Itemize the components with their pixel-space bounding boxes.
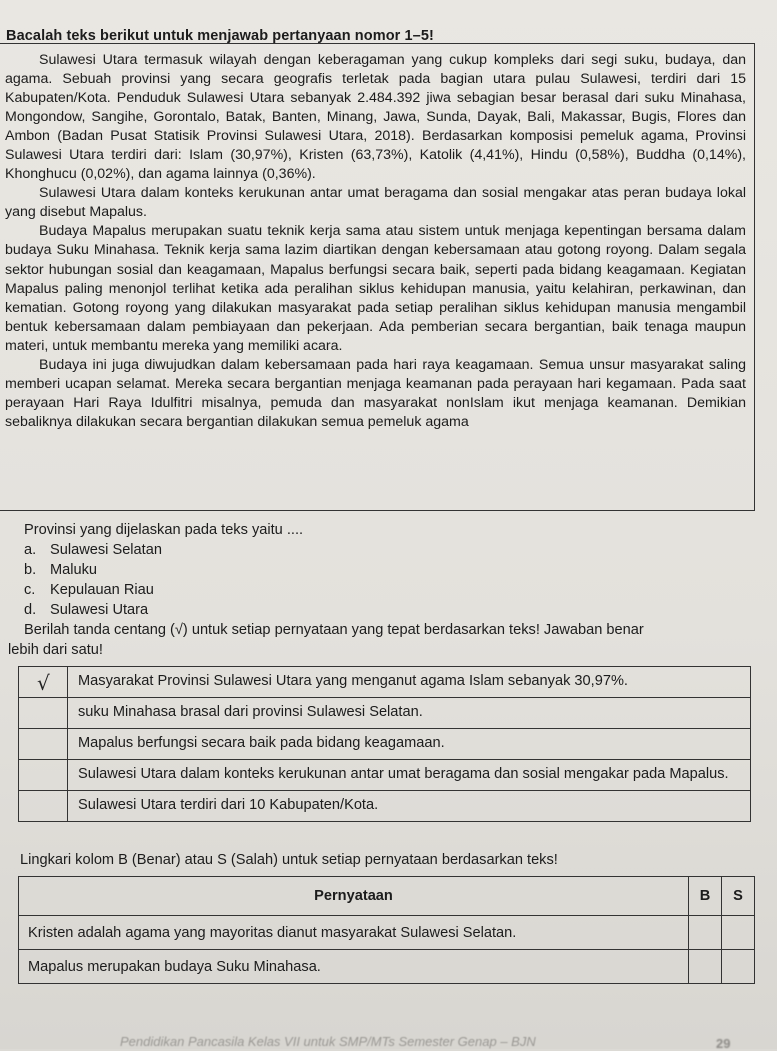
statement-text: Sulawesi Utara terdiri dari 10 Kabupaten/Kota.: [68, 791, 751, 822]
statement-text: Sulawesi Utara dalam konteks kerukunan antar umat beragama dan sosial mengakar pada Mapalus.: [68, 760, 751, 791]
benar-cell[interactable]: [689, 916, 722, 950]
table-row: [19, 950, 755, 984]
option-d[interactable]: [24, 600, 303, 620]
reading-passage: [0, 43, 755, 511]
passage-paragraph-4: Budaya ini juga diwujudkan dalam kebersamaan pada hari raya keagamaan. Semua unsur masyarakat saling memberi ucapan selamat. Mereka secara bergantian menjaga keamanan pada perayaan hari kegamaan. Pada saat perayaan Hari Raya Idulfitri misalnya, pemuda dan masyarakat nonIslam ikut menjaga keamanan. Demikian sebaliknya dilakukan secara bergantian dilakukan semua pemeluk agama: [5, 356, 746, 430]
statement-text: Mapalus merupakan budaya Suku Minahasa.: [19, 950, 689, 984]
statement-text: suku Minahasa brasal dari provinsi Sulawesi Selatan.: [68, 698, 751, 729]
check-mark-icon: √: [37, 671, 50, 695]
question-3-stem: Lingkari kolom B (Benar) atau S (Salah) untuk setiap pernyataan berdasarkan teks!: [20, 852, 558, 868]
option-text: Kepulauan Riau: [50, 582, 154, 598]
checkbox-cell[interactable]: [19, 729, 68, 760]
checkbox-cell[interactable]: [19, 791, 68, 822]
option-letter: a.: [24, 542, 37, 558]
table-row: [19, 791, 751, 822]
option-letter: b.: [24, 562, 37, 578]
table-row: [19, 916, 755, 950]
table-header-row: [19, 877, 755, 916]
option-text: Maluku: [50, 562, 98, 578]
checkbox-cell[interactable]: [19, 667, 68, 698]
header-benar: B: [689, 877, 722, 916]
page-number: 29: [716, 1036, 731, 1051]
salah-cell[interactable]: [722, 950, 755, 984]
statement-text: Kristen adalah agama yang mayoritas dianut masyarakat Sulawesi Selatan.: [19, 916, 689, 950]
page-footer: Pendidikan Pancasila Kelas VII untuk SMP/MTs Semester Genap – BJN: [120, 1034, 536, 1049]
question-2-stem: Berilah tanda centang (√) untuk setiap pernyataan yang tepat berdasarkan teks! Jawaban benar: [24, 622, 644, 638]
table-row: [19, 667, 751, 698]
statement-text: Masyarakat Provinsi Sulawesi Utara yang menganut agama Islam sebanyak 30,97%.: [68, 667, 751, 698]
passage-paragraph-2: Sulawesi Utara dalam konteks kerukunan antar umat beragama dan sosial mengakar atas peran budaya lokal yang disebut Mapalus.: [5, 185, 746, 221]
option-b[interactable]: [24, 560, 303, 580]
option-text: Sulawesi Selatan: [50, 542, 162, 558]
passage-paragraph-1: Sulawesi Utara termasuk wilayah dengan keberagaman yang cukup kompleks dari segi suku, budaya, dan agama. Sebuah provinsi yang secara geografis terletak pada bagian utara pulau Sulawesi, terdiri dari 15 Kabupaten/Kota. Penduduk Sulawesi Utara sebanyak 2.484.392 jiwa sebagian besar berasal dari suku Minahasa, Mongondow, Sangihe, Gorontalo, Batak, Banten, Minang, Jawa, Sunda, Dayak, Bali, Makassar, Bugis, Flores dan Ambon (Badan Pusat Statisik Provinsi Sulawesi Utara, 2018). Berdasarkan komposisi pemeluk agama, Provinsi Sulawesi Utara terdiri dari: Islam (30,97%), Kristen (63,73%), Katolik (4,41%), Hindu (0,58%), Buddha (0,14%), Khonghucu (0,02%), dan agama lainnya (0,36%).: [5, 52, 746, 183]
table-row: [19, 698, 751, 729]
table-row: [19, 729, 751, 760]
salah-cell[interactable]: [722, 916, 755, 950]
option-letter: c.: [24, 582, 36, 598]
true-false-table: [18, 876, 755, 984]
statement-text: Mapalus berfungsi secara baik pada bidang keagamaan.: [68, 729, 751, 760]
question-1-stem: Provinsi yang dijelaskan pada teks yaitu ....: [24, 522, 304, 538]
benar-cell[interactable]: [689, 950, 722, 984]
header-statement: Pernyataan: [19, 877, 689, 916]
option-letter: d.: [24, 602, 37, 618]
question-1: [8, 520, 303, 620]
option-a[interactable]: [24, 540, 303, 560]
checkbox-cell[interactable]: [19, 760, 68, 791]
checkbox-table: [18, 666, 751, 822]
passage-paragraph-3: Budaya Mapalus merupakan suatu teknik kerja sama atau sistem untuk menjaga kepentingan bersama dalam budaya Suku Minahasa. Teknik kerja sama lazim diartikan dengan kebersamaan atau gotong royong. Dalam segala sektor hubungan sosial dan keagamaan, Mapalus berfungsi secara baik, seperti pada bidang keagamaan. Kegiatan Mapalus paling menonjol terlihat ketika ada peralihan siklus kehidupan manusia, yaitu kelahiran, perkawinan, dan kematian. Gotong royong yang dilakukan masyarakat pada setiap peralihan siklus kehidupan manusia mengambil bentuk kebersamaan dalam pembiayaan dan pekerjaan. Ada pemberian secara bergantian, baik tenaga maupun materi, untuk membantu mereka yang memiliki acara.: [5, 223, 746, 354]
reading-instruction: Bacalah teks berikut untuk menjawab pertanyaan nomor 1–5!: [6, 28, 434, 44]
question-2: [8, 620, 753, 660]
header-salah: S: [722, 877, 755, 916]
checkbox-cell[interactable]: [19, 698, 68, 729]
question-2-stem-continued: lebih dari satu!: [8, 642, 103, 658]
table-row: [19, 760, 751, 791]
option-c[interactable]: [24, 580, 303, 600]
option-text: Sulawesi Utara: [50, 602, 149, 618]
